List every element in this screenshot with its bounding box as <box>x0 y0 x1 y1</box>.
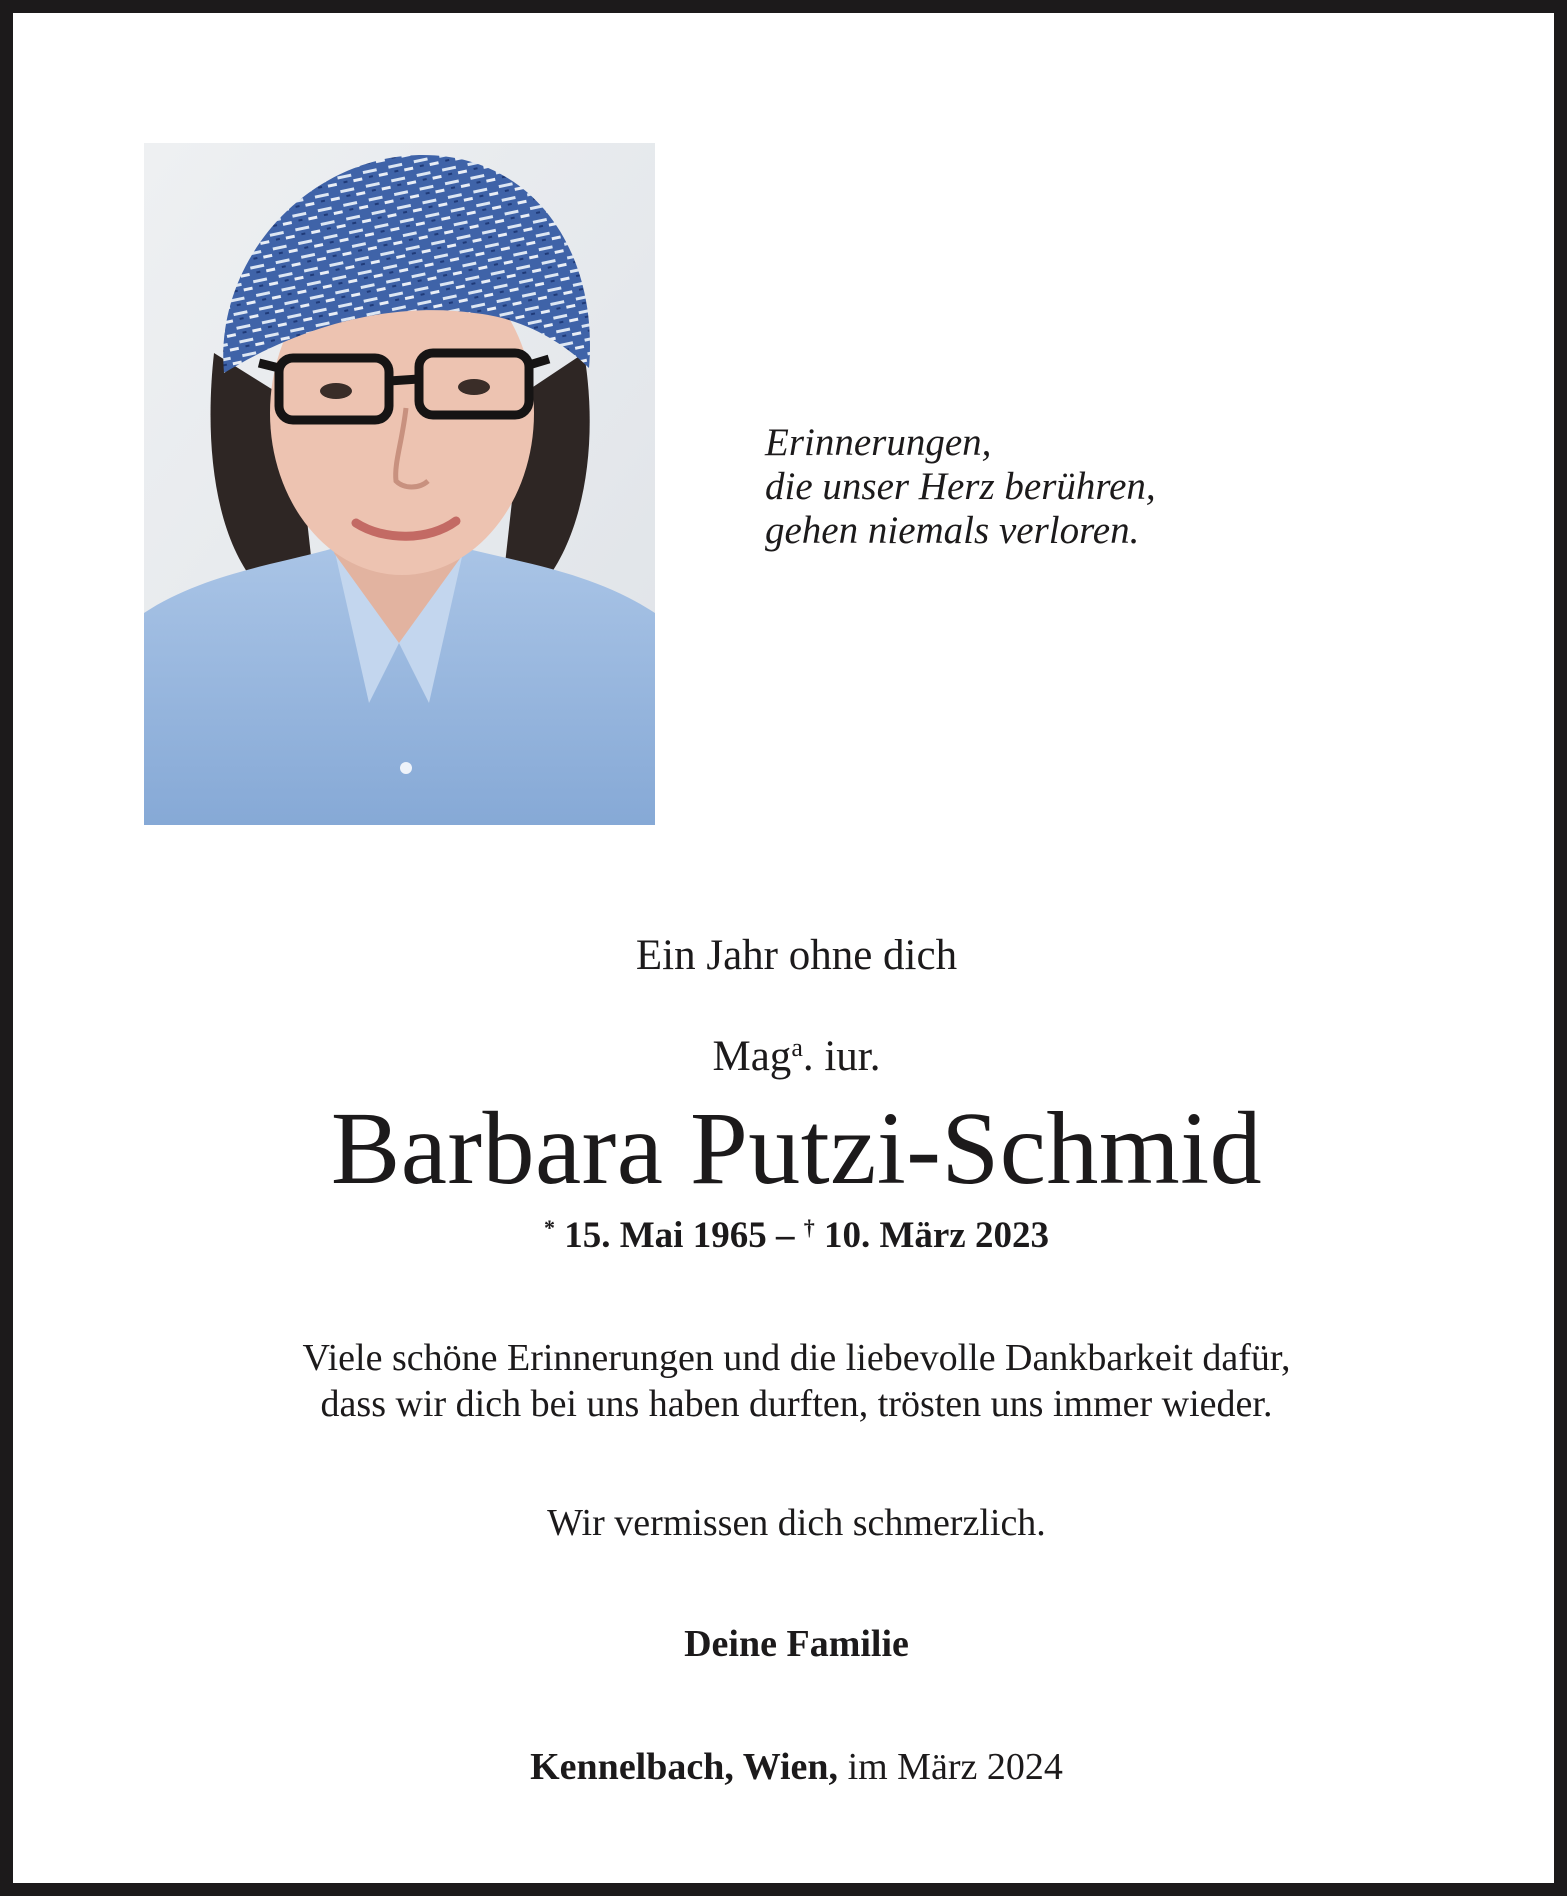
anniversary-heading: Ein Jahr ohne dich <box>635 932 958 979</box>
memorial-text-line: Viele schöne Erinnerungen und die liebevolle Dankbarkeit dafür, <box>302 1337 1291 1379</box>
quote-line: die unser Herz berühren, <box>765 465 1156 508</box>
academic-title-rest: . iur. <box>802 1033 881 1080</box>
portrait-photo <box>144 143 655 825</box>
academic-title <box>26 1031 1567 1083</box>
signature: Deine Familie <box>684 1623 909 1665</box>
date: im März 2024 <box>838 1746 1063 1788</box>
academic-title-sup: a <box>791 1033 803 1062</box>
death-symbol: † <box>803 1215 815 1240</box>
quote-line: Erinnerungen, <box>765 421 992 464</box>
place-date <box>26 1744 1567 1790</box>
birth-date: 15. Mai 1965 – <box>555 1215 804 1256</box>
deceased-name: Barbara Putzi-Schmid <box>330 1091 1263 1206</box>
memorial-quote <box>765 421 1156 553</box>
place: Kennelbach, Wien, <box>530 1746 839 1788</box>
memorial-text <box>26 1335 1567 1427</box>
death-date: 10. März 2023 <box>814 1215 1049 1256</box>
birth-symbol: * <box>544 1215 555 1240</box>
quote-line: gehen niemals verloren. <box>765 509 1140 552</box>
academic-title-main: Mag <box>712 1033 792 1080</box>
life-dates <box>26 1213 1567 1259</box>
portrait-photo-icon <box>144 143 655 825</box>
memorial-text-line: dass wir dich bei uns haben durften, trösten uns immer wieder. <box>320 1383 1273 1425</box>
missing-text: Wir vermissen dich schmerzlich. <box>547 1502 1046 1544</box>
